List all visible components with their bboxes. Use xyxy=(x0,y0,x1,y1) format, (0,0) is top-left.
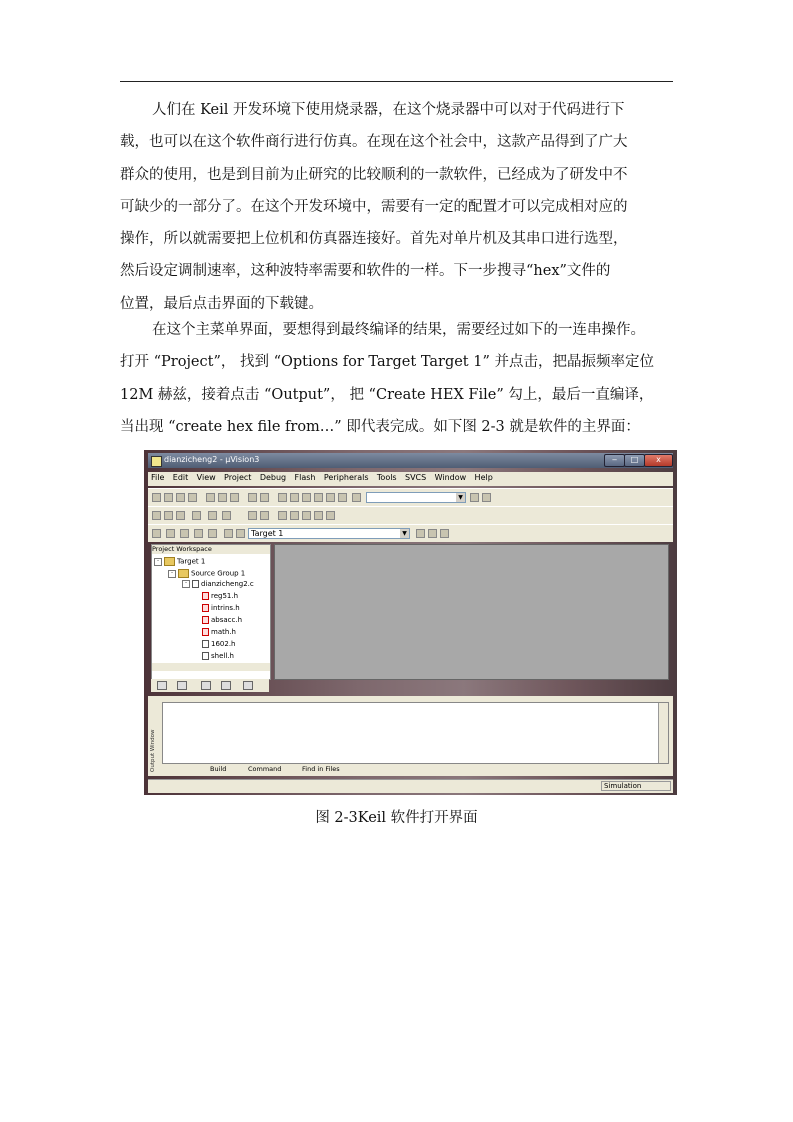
bookmark-prev-icon[interactable] xyxy=(314,493,323,502)
paragraph-line: 可缺少的一部分了。在这个开发环境中，需要有一定的配置才可以完成相对应的 xyxy=(120,198,628,215)
tab-find-in-files[interactable]: Find in Files xyxy=(302,765,340,773)
forward-icon[interactable] xyxy=(164,511,173,520)
tree-file-label: intrins.h xyxy=(211,604,240,612)
paragraph-line: 然后设定调制速率，这种波特率需要和软件的一样。下一步搜寻“hex”文件的 xyxy=(120,263,611,280)
tree-file-label: math.h xyxy=(211,628,236,636)
menu-file[interactable]: File xyxy=(151,473,165,482)
performance-icon[interactable] xyxy=(314,511,323,520)
target-select-value: Target 1 xyxy=(251,529,284,538)
bookmark-next-icon[interactable] xyxy=(326,493,335,502)
memory-icon[interactable] xyxy=(290,511,299,520)
bookmark-clear-icon[interactable] xyxy=(338,493,347,502)
paragraph-2 xyxy=(120,314,675,443)
window-title: dianzicheng2 - µVision3 xyxy=(164,455,260,464)
tree-file-label: shell.h xyxy=(211,652,234,660)
menu-peripherals[interactable]: Peripherals xyxy=(323,473,369,482)
window-titlebar xyxy=(148,453,673,468)
paragraph-line: 人们在 Keil 开发环境下使用烧录器，在这个烧录器中可以对于代码进行下 xyxy=(152,102,625,118)
download-icon[interactable] xyxy=(224,529,233,538)
chevron-down-icon[interactable]: ▼ xyxy=(400,529,409,538)
menu-help[interactable]: Help xyxy=(474,473,493,482)
tree-file[interactable] xyxy=(202,628,236,636)
output-vscrollbar[interactable] xyxy=(658,703,668,763)
figure-caption: 图 2-3Keil 软件打开界面 xyxy=(315,810,478,826)
header-file-icon xyxy=(202,640,209,648)
c-file-icon xyxy=(192,580,199,588)
find-combo[interactable] xyxy=(366,492,466,503)
target-select[interactable] xyxy=(248,528,410,539)
chevron-down-icon[interactable]: ▼ xyxy=(456,493,465,502)
regs-tab-icon[interactable] xyxy=(177,681,187,690)
output-tabs xyxy=(162,764,667,775)
output-text-area[interactable] xyxy=(162,702,669,764)
menu-view[interactable]: View xyxy=(196,473,216,482)
keil-screenshot xyxy=(144,450,677,795)
tree-target-label: Target 1 xyxy=(177,557,206,566)
build-icon[interactable] xyxy=(166,529,175,538)
indent-icon[interactable] xyxy=(278,493,287,502)
source-browser-icon[interactable] xyxy=(208,511,217,520)
tree-file-label: absacc.h xyxy=(211,616,243,624)
tree-file-label: 1602.h xyxy=(211,640,236,648)
collapse-icon[interactable]: - xyxy=(154,558,162,566)
tab-command[interactable]: Command xyxy=(248,765,282,773)
build-toolbar xyxy=(148,524,673,542)
header-rule xyxy=(120,81,673,82)
tree-main-file-label: dianzicheng2.c xyxy=(201,580,254,588)
collapse-icon[interactable]: - xyxy=(182,580,190,588)
app-icon xyxy=(151,456,162,467)
copy-icon[interactable] xyxy=(218,493,227,502)
close-button[interactable]: x xyxy=(644,454,673,467)
file-toolbar xyxy=(148,488,673,506)
watch-icon[interactable] xyxy=(278,511,287,520)
find-in-files-icon[interactable] xyxy=(352,493,361,502)
new-file-icon[interactable] xyxy=(152,493,161,502)
project-window-icon[interactable] xyxy=(222,511,231,520)
status-bar xyxy=(148,779,673,793)
tree-group-label: Source Group 1 xyxy=(191,569,246,578)
tree-target[interactable] xyxy=(154,557,205,566)
paragraph-line: 打开 “Project”， 找到 “Options for Target Target 1” 并点击，把晶振频率定位 xyxy=(120,354,654,371)
folder-icon xyxy=(164,557,175,566)
menu-tools[interactable]: Tools xyxy=(376,473,397,482)
menu-edit[interactable]: Edit xyxy=(172,473,189,482)
header-file-icon xyxy=(202,616,209,624)
manage-components-icon[interactable] xyxy=(416,529,425,538)
header-file-icon xyxy=(202,628,209,636)
save-icon[interactable] xyxy=(176,493,185,502)
redo-icon[interactable] xyxy=(260,493,269,502)
output-side-label: Output Window xyxy=(150,729,156,772)
undo-icon[interactable] xyxy=(248,493,257,502)
paragraph-1 xyxy=(120,94,675,320)
paragraph-line: 载，也可以在这个软件商行进行仿真。在现在这个社会中，这款产品得到了广大 xyxy=(120,134,628,151)
print-icon[interactable] xyxy=(192,511,201,520)
workbook-icon[interactable] xyxy=(248,511,257,520)
cut-icon[interactable] xyxy=(206,493,215,502)
output-window xyxy=(148,696,673,776)
tree-main-file[interactable] xyxy=(182,580,254,588)
menu-project[interactable]: Project xyxy=(224,473,252,482)
save-all-icon[interactable] xyxy=(188,493,197,502)
status-mode: Simulation xyxy=(601,781,671,791)
open-file-icon[interactable] xyxy=(164,493,173,502)
workspace-hscrollbar[interactable] xyxy=(152,663,270,671)
logic-analyzer-icon[interactable] xyxy=(326,511,335,520)
tree-file[interactable] xyxy=(202,592,238,600)
folder-icon xyxy=(178,569,189,578)
workspace-title: Project Workspace xyxy=(152,545,212,553)
serial-window-icon[interactable] xyxy=(302,511,311,520)
back-icon[interactable] xyxy=(152,511,161,520)
tree-file[interactable] xyxy=(202,604,240,612)
rebuild-icon[interactable] xyxy=(180,529,189,538)
workspace-tabs xyxy=(151,679,269,692)
minimize-button[interactable]: ‒ xyxy=(604,454,625,467)
file-extensions-icon[interactable] xyxy=(428,529,437,538)
menu-bar xyxy=(148,472,673,486)
functions-tab-icon[interactable] xyxy=(221,681,231,690)
paragraph-line: 当出现 “create hex file from…” 即代表完成。如下图 2-3 就是软件的主界面： xyxy=(120,418,640,435)
batch-build-icon[interactable] xyxy=(194,529,203,538)
maximize-button[interactable]: □ xyxy=(624,454,645,467)
tree-group[interactable] xyxy=(168,569,245,578)
collapse-icon[interactable]: - xyxy=(168,570,176,578)
header-file-icon xyxy=(202,652,209,660)
paragraph-line: 位置，最后点击界面的下载键。 xyxy=(120,295,323,312)
files-tab-icon[interactable] xyxy=(157,681,167,690)
goto-icon[interactable] xyxy=(176,511,185,520)
compile-icon[interactable] xyxy=(152,529,161,538)
paste-icon[interactable] xyxy=(230,493,239,502)
tree-file[interactable] xyxy=(202,652,234,660)
tree-file[interactable] xyxy=(202,616,242,624)
menu-svcs[interactable]: SVCS xyxy=(405,473,427,482)
unindent-icon[interactable] xyxy=(290,493,299,502)
debug-session-icon[interactable] xyxy=(482,493,491,502)
bookmark-icon[interactable] xyxy=(302,493,311,502)
find-icon[interactable] xyxy=(470,493,479,502)
header-file-icon xyxy=(202,604,209,612)
navigation-toolbar xyxy=(148,506,673,524)
select-device-icon[interactable] xyxy=(440,529,449,538)
paragraph-line: 操作，所以就需要把上位机和仿真器连接好。首先对单片机及其串口进行选型， xyxy=(120,231,628,248)
options-for-target-icon[interactable] xyxy=(236,529,245,538)
menu-flash[interactable]: Flash xyxy=(294,473,316,482)
books-tab-icon[interactable] xyxy=(201,681,211,690)
templates-tab-icon[interactable] xyxy=(243,681,253,690)
stop-build-icon[interactable] xyxy=(208,529,217,538)
header-file-icon xyxy=(202,592,209,600)
tab-build[interactable]: Build xyxy=(210,765,227,773)
menu-debug[interactable]: Debug xyxy=(259,473,287,482)
editor-area[interactable] xyxy=(274,544,669,680)
paragraph-line: 在这个主菜单界面，要想得到最终编译的结果，需要经过如下的一连串操作。 xyxy=(152,322,645,338)
tree-file-label: reg51.h xyxy=(211,592,239,600)
paragraph-line: 12M 赫兹，接着点击 “Output”， 把 “Create HEX File” 勾上，最后一直编译， xyxy=(120,386,654,403)
output-window-icon[interactable] xyxy=(260,511,269,520)
tree-file[interactable] xyxy=(202,640,235,648)
paragraph-line: 群众的使用，也是到目前为止研究的比较顺利的一款软件，已经成为了研发中不 xyxy=(120,166,628,183)
menu-window[interactable]: Window xyxy=(434,473,467,482)
project-workspace xyxy=(151,544,271,680)
workspace-header xyxy=(152,545,270,554)
